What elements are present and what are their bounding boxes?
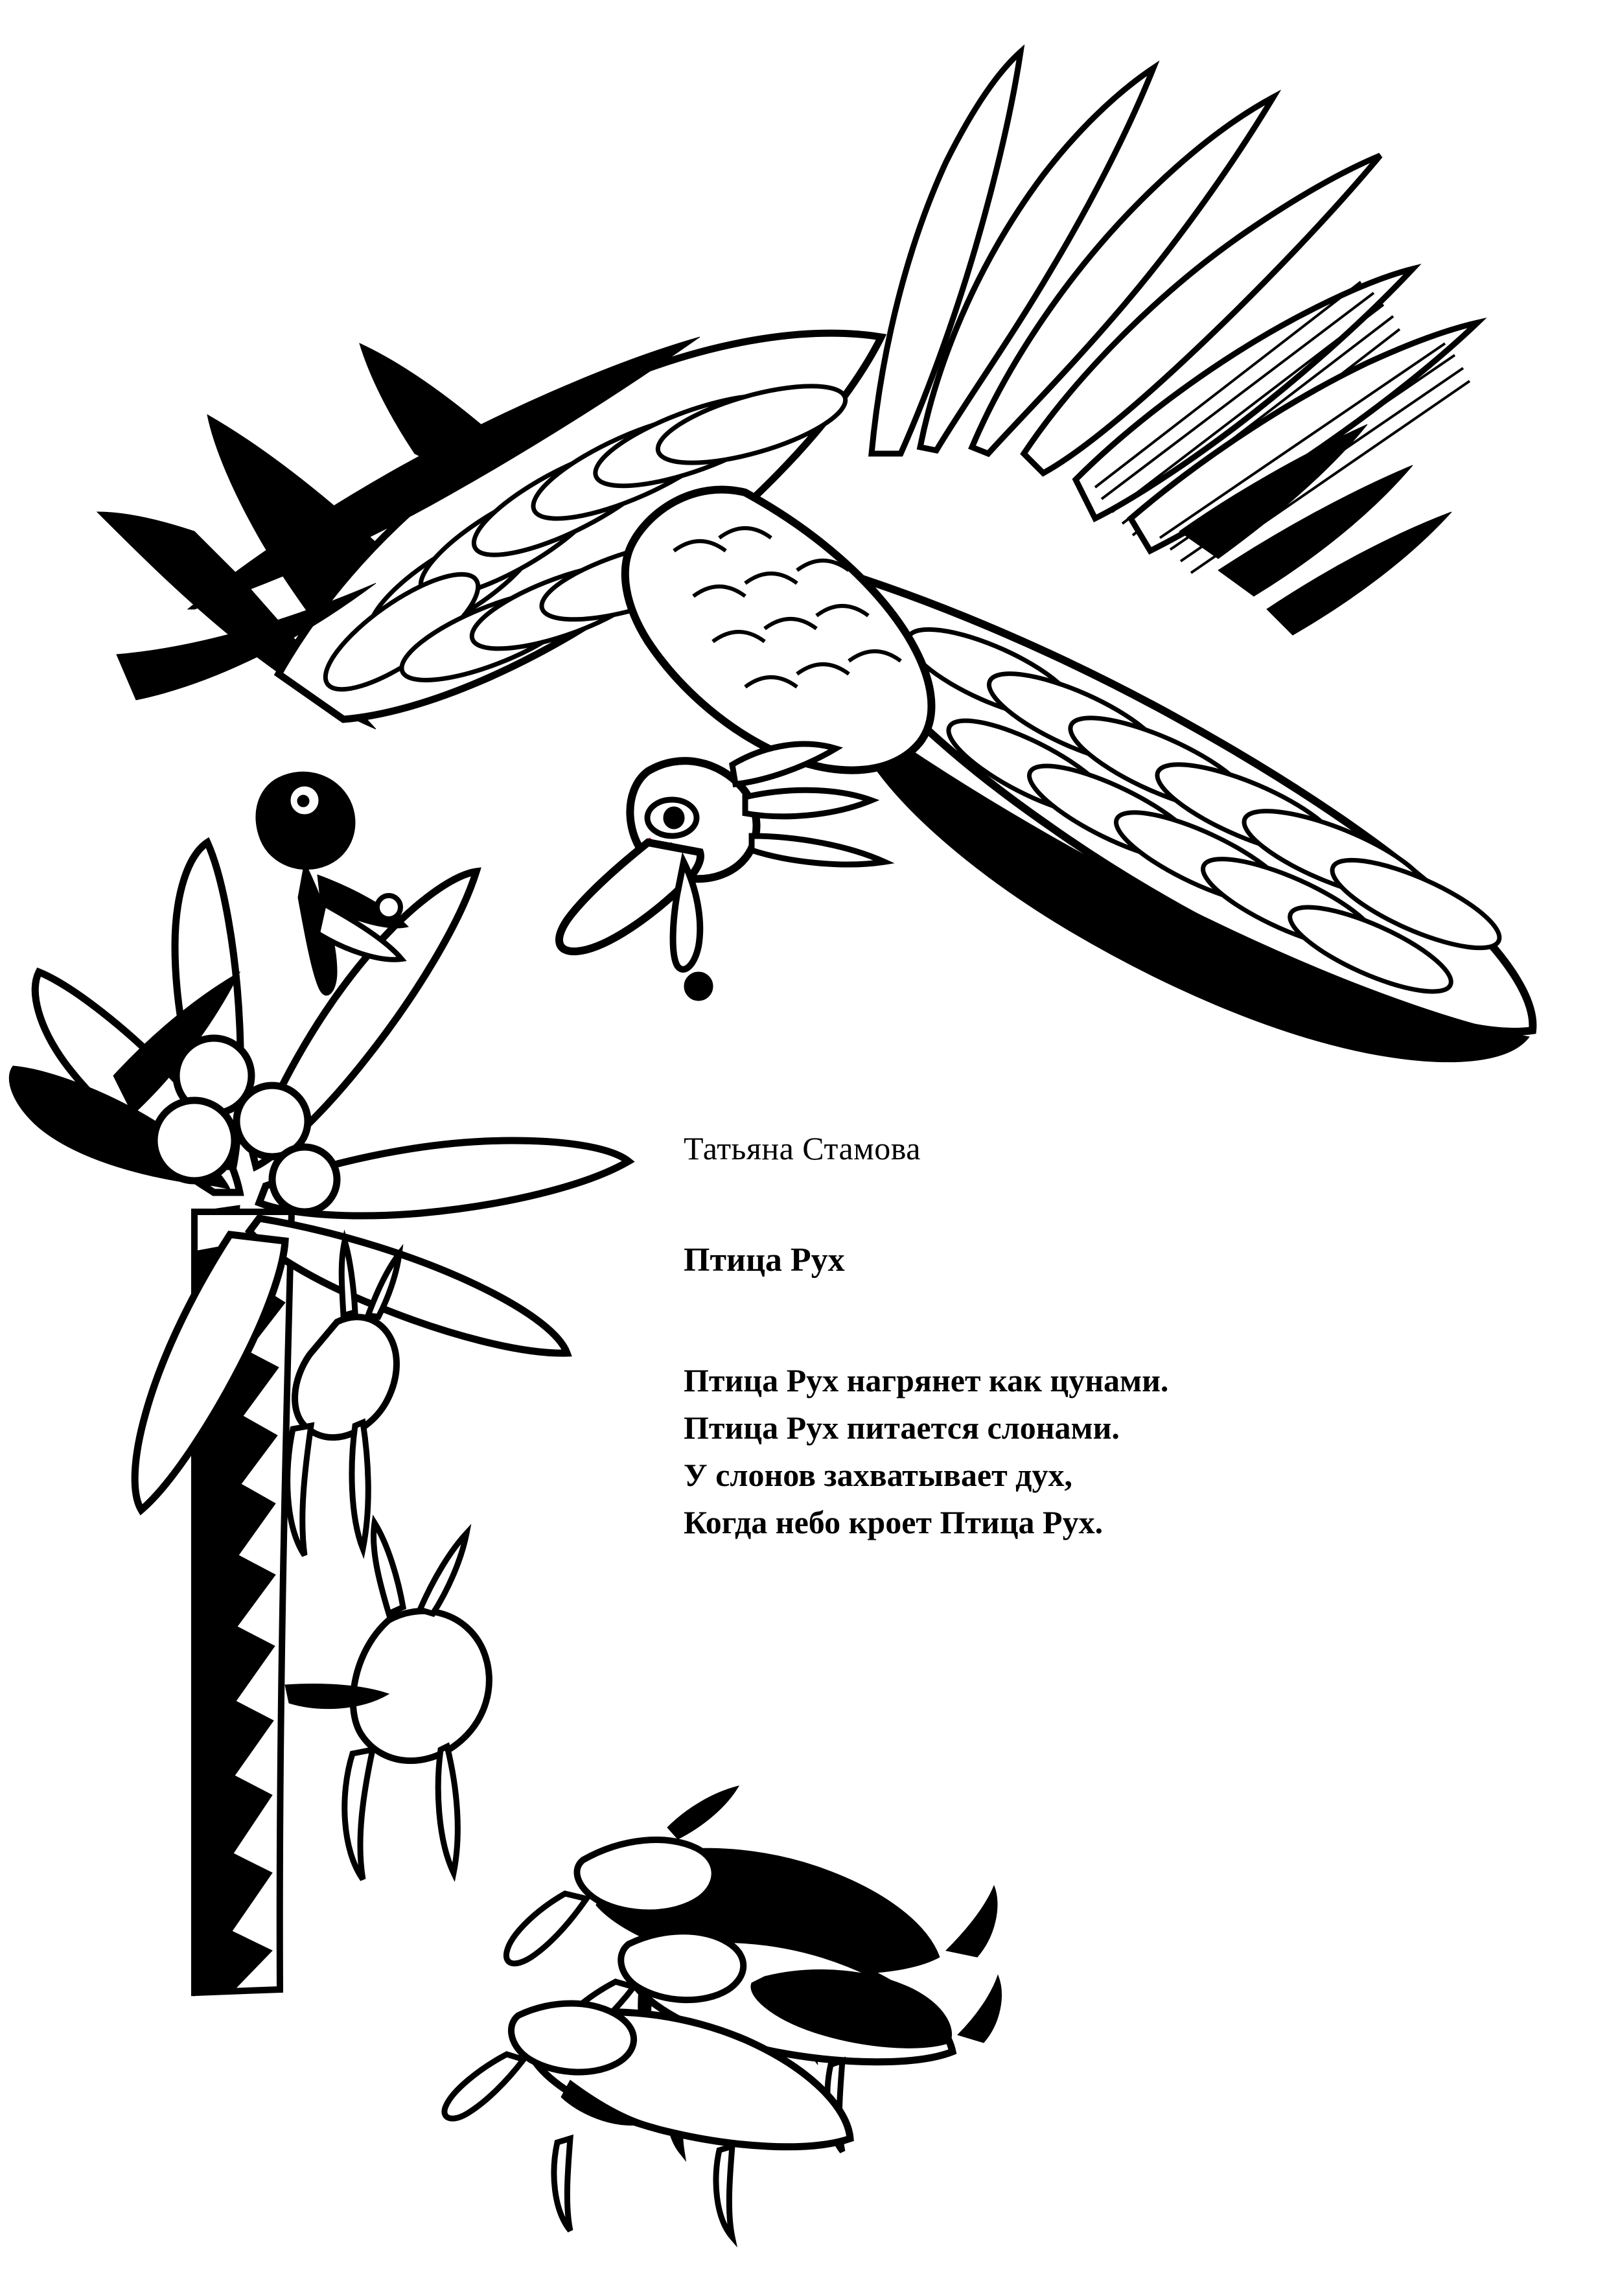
author-name: Татьяна Стамова [684, 1130, 921, 1166]
bird-right-wing [836, 570, 1532, 1062]
poem-line: Птица Рух нагрянет как цунами. [684, 1362, 1169, 1398]
poem-line: Когда небо кроет Птица Рух. [684, 1504, 1104, 1540]
poem-text-block [684, 1128, 1429, 1546]
poem-line: У слонов захватывает дух, [684, 1457, 1072, 1493]
bird-upper-wing [872, 52, 1477, 635]
antelope-lower [285, 1523, 489, 1879]
page-title: Птица Рух [684, 1242, 845, 1279]
poem-body [684, 1357, 1429, 1546]
poem-line: Птица Рух питается слонами. [684, 1409, 1120, 1446]
antelope-upper [288, 1241, 399, 1555]
